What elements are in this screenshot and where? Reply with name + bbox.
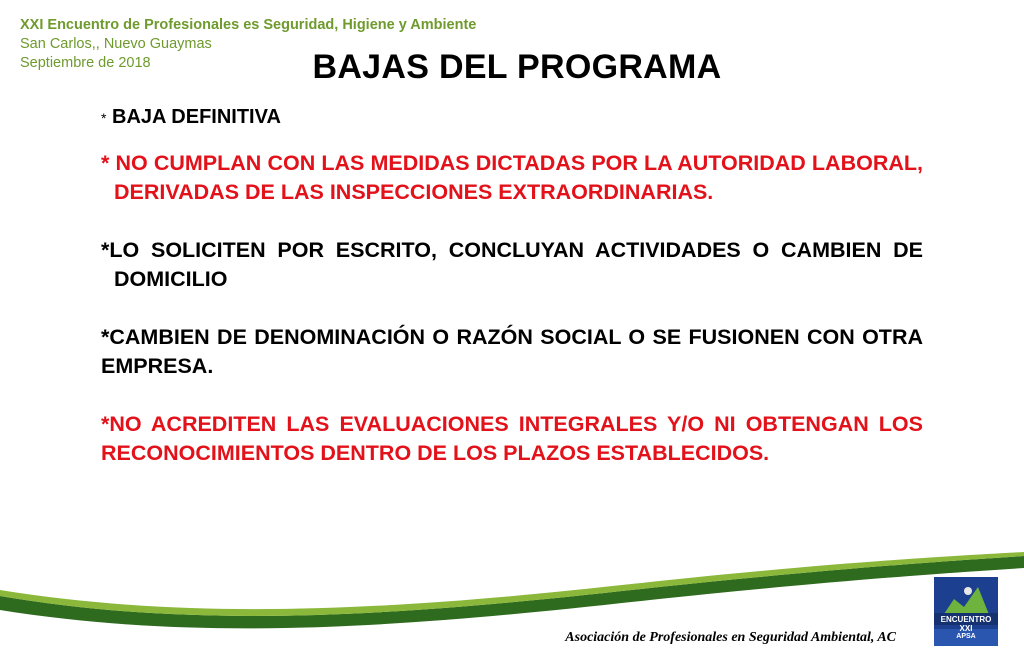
item-medidas: * NO CUMPLAN CON LAS MEDIDAS DICTADAS POR LA AUTORIDAD LABORAL, DERIVADAS DE LAS INSPECCIONES EXTRAORDINARIAS. — [101, 151, 923, 204]
slide-title: BAJAS DEL PROGRAMA — [312, 48, 722, 86]
encuentro-logo — [934, 577, 998, 646]
item-denominacion: *CAMBIEN DE DENOMINACIÓN O RAZÓN SOCIAL O SE FUSIONEN CON OTRA EMPRESA. — [101, 325, 923, 378]
conference-location: San Carlos,, Nuevo Guaymas — [20, 36, 212, 52]
item-evaluaciones: *NO ACREDITEN LAS EVALUACIONES INTEGRALES Y/O NI OBTENGAN LOS RECONOCIMIENTOS DENTRO DE LOS PLAZOS ESTABLECIDOS. — [101, 412, 923, 465]
subtitle — [101, 106, 923, 129]
logo-sub: APSA — [956, 633, 976, 640]
subtitle-bullet: * — [101, 110, 107, 126]
conference-name: XXI Encuentro de Profesionales es Seguridad, Higiene y Ambiente — [20, 17, 477, 33]
footer-association: Asociación de Profesionales en Seguridad Ambiental, AC — [565, 630, 896, 645]
item-solicitud: *LO SOLICITEN POR ESCRITO, CONCLUYAN ACTIVIDADES O CAMBIEN DE DOMICILIO — [101, 238, 923, 291]
slide-body — [101, 106, 923, 468]
logo-name: ENCUENTRO XXI — [940, 615, 992, 633]
green-swoosh-decoration — [0, 540, 1024, 640]
conference-date: Septiembre de 2018 — [20, 55, 151, 71]
subtitle-text: BAJA DEFINITIVA — [112, 106, 281, 128]
